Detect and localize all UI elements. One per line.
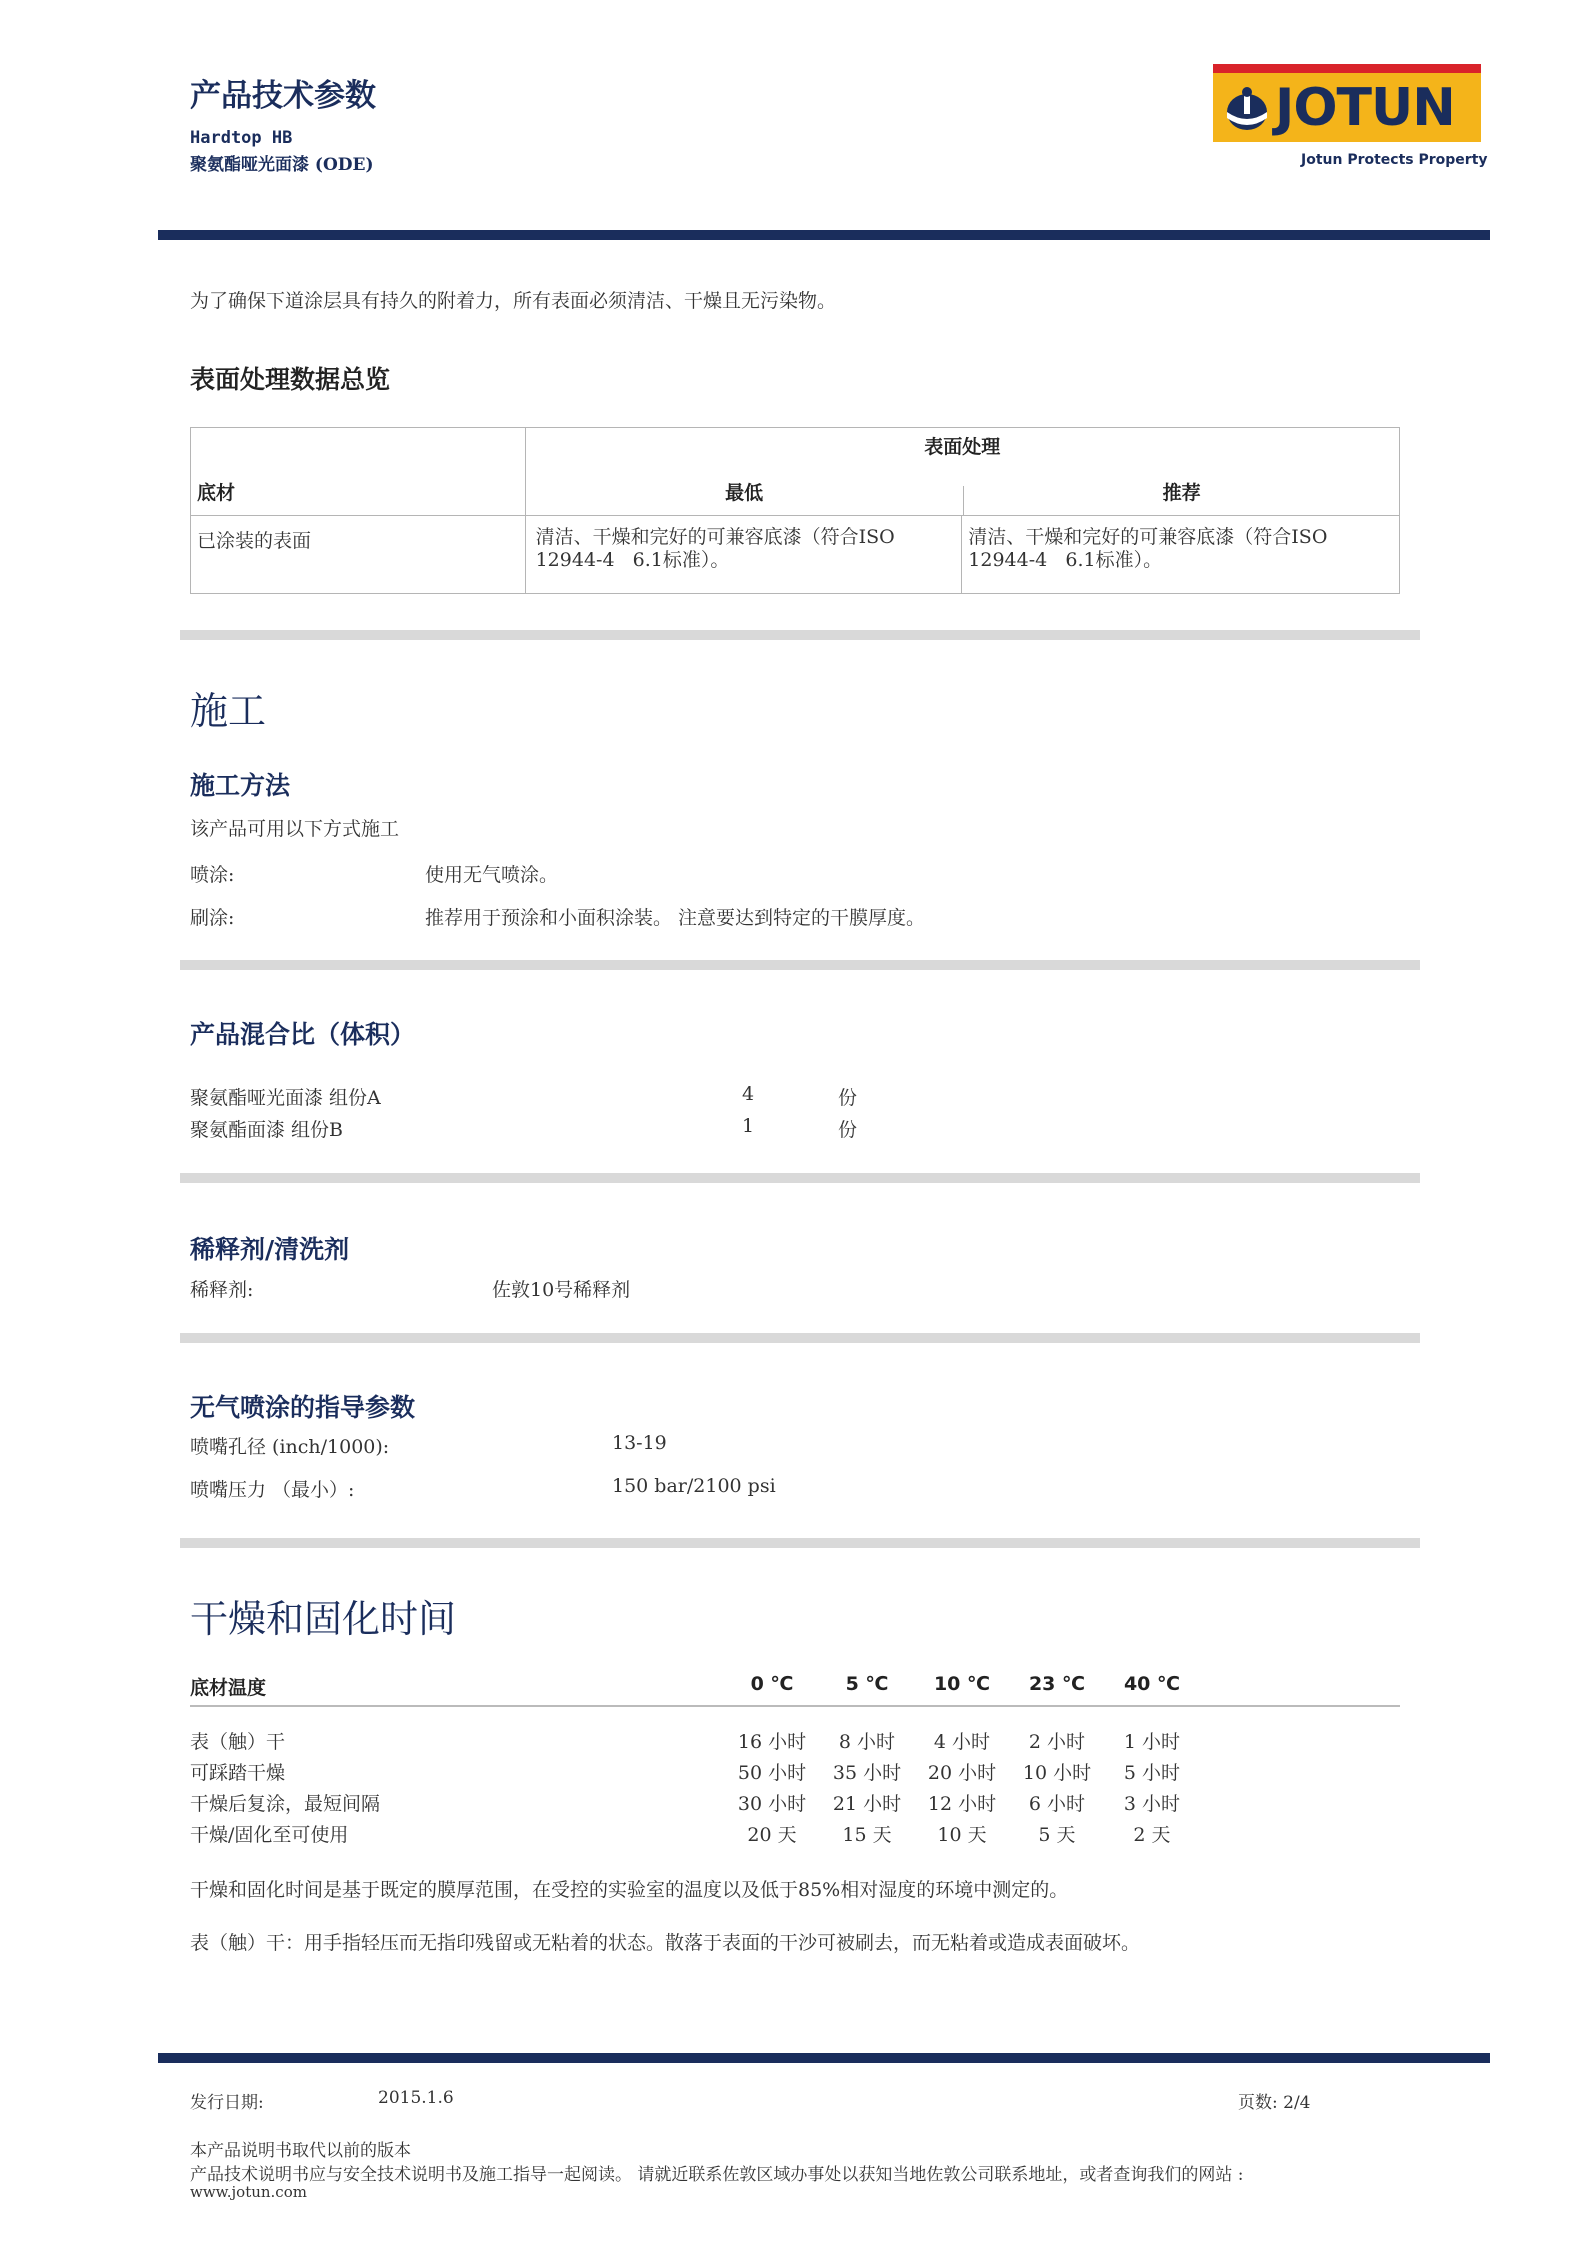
drying-cell: 6 小时 <box>1028 1793 1086 1815</box>
drying-row-label: 干燥后复涂，最短间隔 <box>190 1793 381 1815</box>
drying-cell: 10 天 <box>937 1824 987 1846</box>
col-substrate: 底材 <box>197 482 236 504</box>
temp-10: 10 ℃ <box>933 1673 991 1695</box>
drying-note-1: 干燥和固化时间是基于既定的膜厚范围，在受控的实验室的温度以及低于85%相对湿度的环境中测定的。 <box>190 1879 1069 1901</box>
intro-text: 为了确保下道涂层具有持久的附着力，所有表面必须清洁、干燥且无污染物。 <box>190 290 837 312</box>
footer-rule <box>158 2053 1490 2063</box>
drying-cell: 12 小时 <box>927 1793 997 1815</box>
mix-unit-a: 份 <box>838 1087 858 1109</box>
footer-line-1: 本产品说明书取代以前的版本 <box>190 2141 411 2161</box>
section-divider <box>180 1538 1420 1548</box>
product-name-cn: 聚氨酯哑光面漆 (ODE) <box>190 155 374 175</box>
table-row <box>191 516 1400 594</box>
min-cell-line1: 清洁、干燥和完好的可兼容底漆（符合ISO <box>535 526 895 548</box>
drying-cell: 15 天 <box>842 1824 892 1846</box>
jotun-logo <box>1213 64 1488 168</box>
section-divider <box>180 630 1420 640</box>
drying-cell: 5 小时 <box>1123 1762 1181 1784</box>
brush-value: 推荐用于预涂和小面积涂装。 注意要达到特定的干膜厚度。 <box>425 907 926 929</box>
footer-website[interactable]: www.jotun.com <box>190 2183 307 2201</box>
issue-label: 发行日期: <box>190 2093 264 2113</box>
temp-23: 23 ℃ <box>1028 1673 1086 1695</box>
drying-cell: 5 天 <box>1038 1824 1076 1846</box>
logo-tagline: Jotun Protects Property <box>1301 152 1488 168</box>
airless-heading: 无气喷涂的指导参数 <box>190 1393 416 1422</box>
rec-cell-line1: 清洁、干燥和完好的可兼容底漆（符合ISO <box>968 526 1328 548</box>
section-divider <box>180 1333 1420 1343</box>
drying-cell: 21 小时 <box>832 1793 902 1815</box>
drying-cell: 30 小时 <box>737 1793 807 1815</box>
col-group: 表面处理 <box>924 436 1001 458</box>
temp-40: 40 ℃ <box>1123 1673 1181 1695</box>
application-title: 施工 <box>190 689 267 733</box>
temp-5: 5 ℃ <box>845 1673 889 1695</box>
drying-row-label: 表（触）干 <box>190 1731 286 1753</box>
surface-heading: 表面处理数据总览 <box>190 365 391 394</box>
section-divider <box>180 960 1420 970</box>
surface-table <box>190 427 1400 594</box>
drying-cell: 4 小时 <box>933 1731 991 1753</box>
drying-cell: 2 天 <box>1133 1824 1171 1846</box>
drying-note-2: 表（触）干：用手指轻压而无指印残留或无粘着的状态。散落于表面的干沙可被刷去，而无粘着或造成表面破坏。 <box>190 1932 1141 1954</box>
thinner-heading: 稀释剂/清洗剂 <box>190 1235 350 1264</box>
mix-qty-b: 1 <box>742 1115 755 1137</box>
section-divider <box>180 1173 1420 1183</box>
logo-wordmark: JOTUN <box>1275 78 1455 138</box>
mix-name-a: 聚氨酯哑光面漆 组份A <box>190 1087 381 1109</box>
mix-unit-b: 份 <box>838 1119 858 1141</box>
drying-title: 干燥和固化时间 <box>190 1597 457 1641</box>
drying-cell: 50 小时 <box>737 1762 807 1784</box>
drying-cell: 2 小时 <box>1028 1731 1086 1753</box>
tip-value: 13-19 <box>612 1432 667 1454</box>
product-name: Hardtop HB <box>190 128 293 148</box>
pressure-value: 150 bar/2100 psi <box>612 1475 776 1497</box>
drying-cell: 20 小时 <box>927 1762 997 1784</box>
pressure-label: 喷嘴压力 （最小）: <box>190 1479 355 1501</box>
drying-header-rule <box>190 1705 1400 1707</box>
drying-cell: 8 小时 <box>838 1731 896 1753</box>
mix-name-b: 聚氨酯面漆 组份B <box>190 1119 344 1141</box>
methods-heading: 施工方法 <box>190 771 291 800</box>
issue-date: 2015.1.6 <box>378 2088 454 2108</box>
tip-label: 喷嘴孔径 (inch/1000): <box>190 1436 390 1458</box>
mixing-heading: 产品混合比（体积） <box>190 1020 416 1049</box>
drying-cell: 10 小时 <box>1022 1762 1092 1784</box>
header-rule <box>158 230 1490 240</box>
drying-header-label: 底材温度 <box>190 1677 267 1699</box>
brush-label: 刷涂: <box>190 907 235 929</box>
whale-ship-icon <box>1221 82 1273 134</box>
doc-title: 产品技术参数 <box>190 78 376 114</box>
spray-label: 喷涂: <box>190 864 235 886</box>
spray-value: 使用无气喷涂。 <box>425 864 559 886</box>
temp-0: 0 ℃ <box>750 1673 794 1695</box>
substrate-cell: 已涂装的表面 <box>197 530 312 552</box>
page-number: 页数: 2/4 <box>1238 2093 1311 2113</box>
col-min: 最低 <box>725 482 764 504</box>
drying-cell: 35 小时 <box>832 1762 902 1784</box>
col-rec: 推荐 <box>1162 482 1201 504</box>
min-cell-line2: 12944-4 6.1标准）。 <box>535 549 730 571</box>
drying-cell: 16 小时 <box>737 1731 807 1753</box>
rec-cell-line2: 12944-4 6.1标准）。 <box>968 549 1163 571</box>
methods-intro: 该产品可用以下方式施工 <box>190 818 400 840</box>
drying-cell: 3 小时 <box>1123 1793 1181 1815</box>
footer-line-2: 产品技术说明书应与安全技术说明书及施工指导一起阅读。 请就近联系佐敦区域办事处以获知当地佐敦公司联系地址，或者查询我们的网站 : <box>190 2165 1244 2185</box>
drying-cell: 1 小时 <box>1123 1731 1181 1753</box>
mix-qty-a: 4 <box>742 1083 755 1105</box>
thinner-label: 稀释剂: <box>190 1279 254 1301</box>
drying-cell: 20 天 <box>747 1824 797 1846</box>
thinner-value: 佐敦10号稀释剂 <box>492 1279 631 1301</box>
drying-row-label: 可踩踏干燥 <box>190 1762 286 1784</box>
drying-row-label: 干燥/固化至可使用 <box>190 1824 349 1846</box>
